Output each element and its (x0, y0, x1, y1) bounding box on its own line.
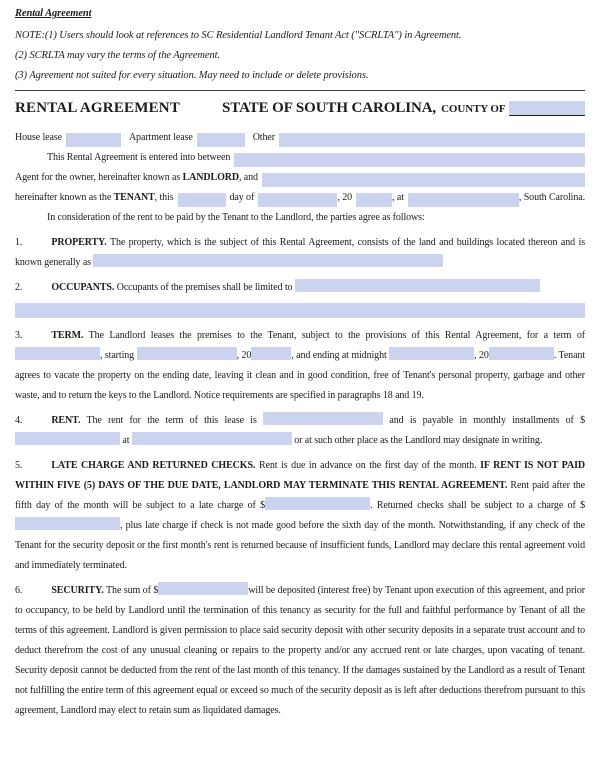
month-field[interactable] (258, 193, 337, 207)
county-field[interactable] (509, 101, 585, 116)
consideration-text: In consideration of the rent to be paid by the Tenant to the Landlord, the parties agree as follows: (47, 212, 425, 223)
document-title: RENTAL AGREEMENT (15, 100, 181, 116)
section-number: 5. (15, 460, 23, 471)
and-label: , and (239, 172, 258, 183)
consideration-row (15, 208, 585, 228)
entered-into-row (15, 148, 585, 168)
start-year-prefix: , 20 (236, 350, 252, 361)
agent-row (15, 168, 585, 188)
occupants-field[interactable] (295, 279, 540, 292)
start-date-field[interactable] (137, 347, 237, 360)
other-label: Other (252, 132, 275, 143)
late-payment-warning: IF RENT IS NOT PAID WITHIN FIVE (5) DAYS OF THE DUE DATE, LANDLORD MAY TERMINATE THIS RENTAL AGREEMENT. (15, 460, 585, 491)
section-heading: PROPERTY. (51, 237, 107, 248)
section-number: 3. (15, 330, 23, 341)
section-body: Rent is due in advance on the first day of the month. (258, 460, 477, 471)
this-label: , this (154, 192, 174, 203)
section-body-2: or at such other place as the Landlord may designate in writing. (294, 435, 543, 446)
section-body-2: will be deposited (interest free) by Tenant upon execution of this agreement, and prior to occupancy, to be held by Landlord until the termination of this tenancy as security for the full and faithful performance by Tenant of all the terms of this agreement. Landlord is given permission to place said security deposit with other security deposits in a separate trust account and to deduct therefrom the cost of any unusual cleaning or repairs to the property and/or any accrued rent or late charges, upon vacating of tenant. Security deposit cannot be deducted from the rent of the last month of this tenancy. If the damages sustained by the Landlord as a result of Tenant not fulfilling the entire term of this agreement equal or exceed so much of the security deposit as is left after deductions therefrom pursuant to this agreement, Landlord may elect to retain sum as liquidated damages. (15, 585, 585, 716)
tenant-pre-label: hereinafter known as the (15, 192, 114, 203)
tenant-word: TENANT (113, 192, 155, 203)
section-term (15, 326, 585, 406)
other-lease-field[interactable] (279, 133, 585, 147)
term-length-field[interactable] (15, 347, 100, 360)
day-field[interactable] (178, 193, 226, 207)
section-security (15, 581, 585, 721)
property-description-field[interactable] (93, 254, 443, 267)
section-body: The rent for the term of this lease is (86, 415, 257, 426)
section-heading: SECURITY. (51, 585, 104, 596)
start-year-field[interactable] (251, 347, 291, 360)
at-place-label: at (122, 435, 130, 446)
county-label: COUNTY OF (441, 103, 506, 115)
note-line-3: (3) Agreement not suited for every situation. May need to include or delete provisions. (15, 70, 369, 81)
section-number: 1. (15, 237, 23, 248)
section-body: The sum of $ (106, 585, 159, 596)
section-number: 4. (15, 415, 23, 426)
divider (15, 90, 585, 91)
apartment-lease-label: Apartment lease (128, 132, 193, 143)
house-lease-label: House lease (15, 132, 62, 143)
house-lease-field[interactable] (66, 133, 121, 147)
landlord-word: LANDLORD (182, 172, 239, 183)
rent-amount-field[interactable] (263, 412, 383, 425)
end-date-field[interactable] (389, 347, 474, 360)
section-body: The property, which is the subject of this Rental Agreement, consists of the land and buildings located thereon and is known generally as (15, 237, 585, 268)
apartment-lease-field[interactable] (197, 133, 245, 147)
installments-label: and is payable in monthly installments of (389, 415, 574, 426)
section-body: The Landlord leases the premises to the Tenant, subject to the provisions of this Rental Agreement, for a term of (88, 330, 585, 341)
late-charge-field[interactable] (265, 497, 370, 510)
occupants-field-line2[interactable] (15, 303, 585, 318)
ending-label: , and ending at midnight (291, 350, 387, 361)
landlord-name-field[interactable] (234, 153, 585, 167)
section-heading: LATE CHARGE AND RETURNED CHECKS. (51, 460, 256, 471)
state-title: STATE OF SOUTH CAROLINA, (222, 100, 437, 116)
title-row (15, 100, 585, 117)
city-field[interactable] (408, 193, 519, 207)
installment-amount-field[interactable] (15, 432, 120, 445)
at-label: , at (392, 192, 404, 203)
section-number: 2. (15, 282, 23, 293)
south-carolina-label: , South Carolina. (518, 192, 585, 203)
section-body: Occupants of the premises shall be limited to (116, 282, 293, 293)
year-field[interactable] (356, 193, 392, 207)
returned-check-charge-field[interactable] (15, 517, 120, 530)
year-prefix-label: , 20 (337, 192, 353, 203)
section-body-4: , plus late charge if check is not made good before the sixth day of the month. Notwithstanding, if any check of the Tenant for the security deposit or the first month's rent is returned because of insufficient funds, Landlord may declare this rental agreement void and immediately terminated. (15, 520, 585, 571)
section-occupants (15, 278, 585, 318)
section-heading: TERM. (51, 330, 84, 341)
note-line-1: NOTE:(1) Users should look at references to SC Residential Landlord Tenant Act ("SCRLTA") in Agreement. (15, 30, 462, 41)
entered-into-label: This Rental Agreement is entered into between (47, 152, 231, 163)
lease-type-row (15, 128, 585, 148)
tenant-date-row (15, 188, 585, 208)
dollar-sign: $ (580, 415, 586, 426)
end-year-field[interactable] (489, 347, 554, 360)
starting-label: , starting (100, 350, 135, 361)
tenant-name-field[interactable] (262, 173, 585, 187)
section-number: 6. (15, 585, 23, 596)
section-late-charge (15, 456, 585, 576)
end-year-prefix: , 20 (474, 350, 489, 361)
section-rent (15, 411, 585, 451)
day-of-label: day of (229, 192, 255, 203)
section-body-2: . Tenant agrees to vacate the property on the ending date, leaving it clean and in good condition, free of Tenant's personal property, garbage and other waste, and to return the keys to the Landlord. Notice requirements are specified in paragraphs 18 and 19. (15, 350, 585, 401)
note-line-2: (2) SCRLTA may vary the terms of the Agreement. (15, 50, 220, 61)
agent-label: Agent for the owner, hereinafter known as (15, 172, 183, 183)
document-header-label: Rental Agreement (15, 8, 92, 19)
section-heading: RENT. (51, 415, 81, 426)
section-body-3: . Returned checks shall be subject to a charge of $ (370, 500, 585, 511)
section-heading: OCCUPANTS. (51, 282, 115, 293)
payment-place-field[interactable] (132, 432, 292, 445)
section-property (15, 233, 585, 273)
security-deposit-field[interactable] (158, 582, 248, 595)
section-body-2: Rent paid after the fifth day of the month will be subject to a late charge of $ (15, 480, 585, 511)
